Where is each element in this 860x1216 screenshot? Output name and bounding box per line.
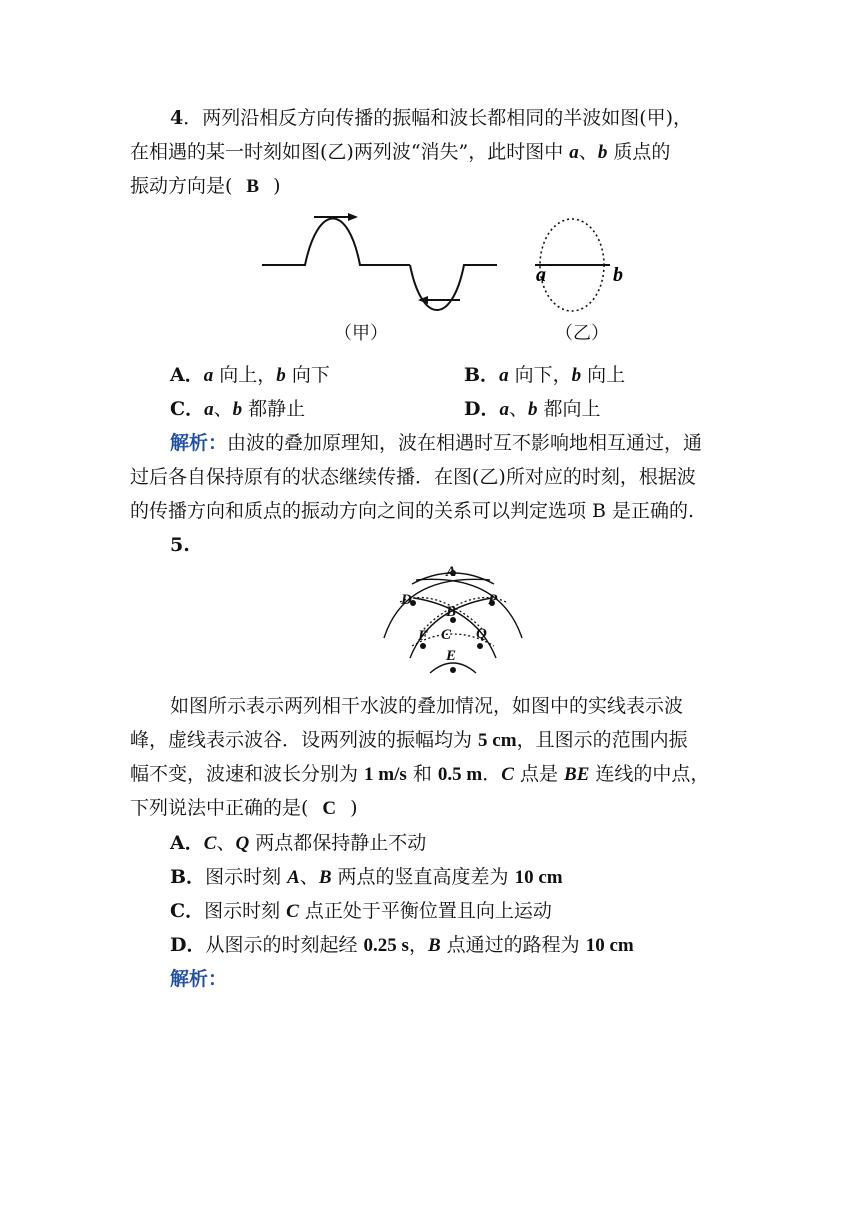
yi-label-b: b xyxy=(613,264,623,286)
q4-option-a[interactable]: A．a 向上，b 向下 xyxy=(170,364,330,386)
q4-explanation-2: 过后各自保持原有的状态继续传播．在图(乙)所对应的时刻，根据波 xyxy=(130,466,696,488)
right-arrow-head xyxy=(348,213,358,221)
label-a: A xyxy=(446,564,457,580)
q5-line-1: 如图所示表示两列相干水波的叠加情况，如图中的实线表示波 xyxy=(170,695,684,717)
q5-jiexi-label: 解析： xyxy=(170,968,228,990)
left-arrow-head xyxy=(418,296,428,304)
figure-yi xyxy=(535,219,623,311)
q5-interference-figure xyxy=(0,558,860,688)
label-c: C xyxy=(441,627,452,643)
label-b: B xyxy=(446,604,457,620)
q4-line-2: 在相遇的某一时刻如图(乙)两列波“消失”，此时图中 a、b 质点的 xyxy=(130,141,671,163)
point-q xyxy=(477,643,483,649)
q5-line-4: 下列说法中正确的是( C ) xyxy=(130,797,358,819)
solid-arc-big-right xyxy=(416,579,522,638)
q4-line-3: 振动方向是( B ) xyxy=(130,175,281,197)
jiexi-label: 解析： xyxy=(170,432,228,454)
label-d: D xyxy=(401,592,412,608)
label-f: F xyxy=(418,628,429,644)
label-e: E xyxy=(446,648,457,664)
label-q: Q xyxy=(476,626,487,642)
q5-option-a[interactable]: A．C、Q 两点都保持静止不动 xyxy=(170,832,427,854)
yi-label-a: a xyxy=(536,264,546,286)
q4-explanation-3: 的传播方向和质点的振动方向之间的关系可以判定选项 B 是正确的. xyxy=(130,500,695,522)
q5-option-c[interactable]: C．图示时刻 C 点正处于平衡位置且向上运动 xyxy=(170,900,552,922)
q4-explanation-1: 解析：由波的叠加原理知，波在相遇时互不影响地相互通过，通 xyxy=(170,432,703,454)
crest-wave xyxy=(262,219,410,266)
q4-option-c[interactable]: C．a、b 都静止 xyxy=(170,398,306,420)
trough-wave xyxy=(410,265,497,310)
q5-number: 5. xyxy=(170,534,190,556)
q4-answer: B xyxy=(246,176,260,197)
q4-option-d[interactable]: D．a、b 都向上 xyxy=(464,398,601,420)
figure-jia xyxy=(262,217,497,310)
q4-number: 4 xyxy=(170,107,184,129)
point-e xyxy=(450,667,456,673)
q5-option-b[interactable]: B．图示时刻 A、B 两点的竖直高度差为 10 cm xyxy=(170,866,563,888)
q5-line-3: 幅不变，波速和波长分别为 1 m/s 和 0.5 m．C 点是 BE 连线的中点， xyxy=(130,763,710,785)
q4-option-b[interactable]: B．a 向下，b 向上 xyxy=(464,364,626,386)
q5-option-d[interactable]: D．从图示的时刻起经 0.25 s，B 点通过的路程为 10 cm xyxy=(170,934,634,956)
fig-label-jia: （甲） xyxy=(334,323,388,344)
q5-answer: C xyxy=(322,798,337,819)
label-p: P xyxy=(488,592,498,608)
fig-label-yi: （乙） xyxy=(555,323,609,344)
q5-line-2: 峰，虚线表示波谷．设两列波的振幅均为 5 cm，且图示的范围内振 xyxy=(130,729,688,751)
q4-figure xyxy=(0,205,860,355)
q4-line-1: 4．两列沿相反方向传播的振幅和波长都相同的半波如图(甲)， xyxy=(170,107,693,129)
solid-arc-big-left xyxy=(384,579,490,638)
